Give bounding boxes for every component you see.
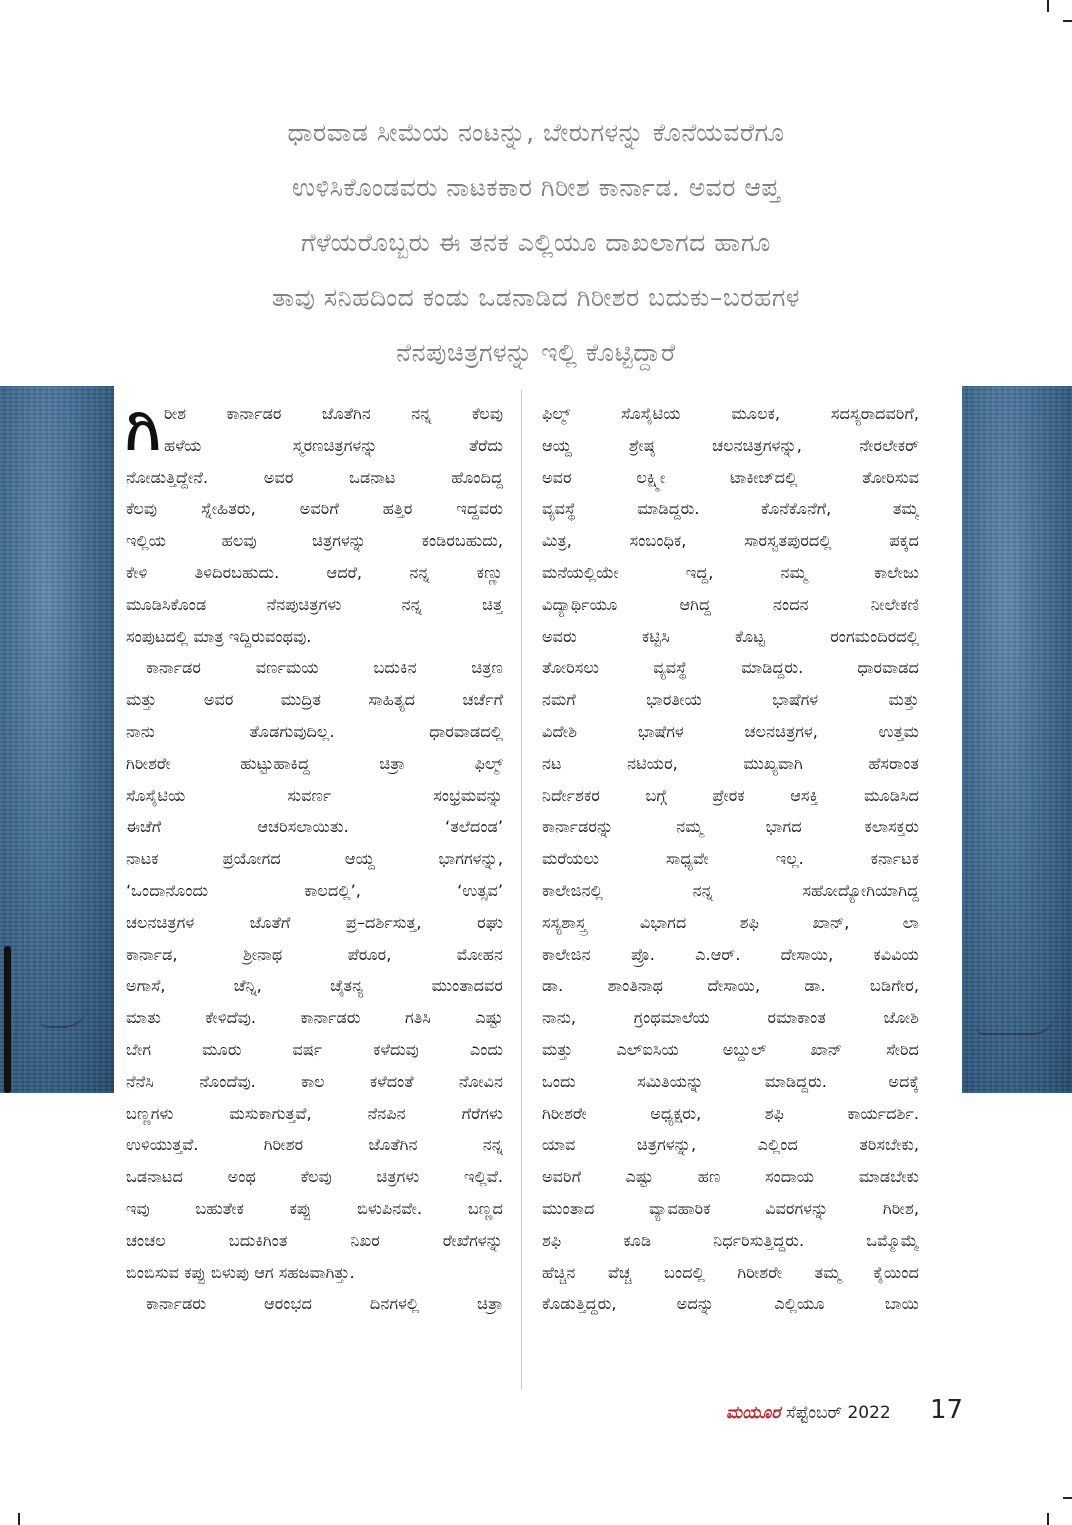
text-line: ಇವು ಬಹುತೇಕ ಕಪ್ಪು ಬಿಳುಪಿನವೇ. ಬಣ್ಣದ bbox=[126, 1198, 503, 1218]
text-line: ನೋಡುತ್ತಿದ್ದೇನೆ. ಅವರ ಒಡನಾಟ ಹೊಂದಿದ್ದ bbox=[126, 467, 503, 487]
text-line: ಮತ್ತು ಎಲ್‌ಐಸಿಯ ಅಬ್ದುಲ್ ಖಾನ್ ಸೇರಿದ bbox=[542, 1039, 919, 1059]
text-line: ನಟ ನಟಿಯರ, ಮುಖ್ಯವಾಗಿ ಹೆಸರಾಂತ bbox=[542, 753, 919, 773]
text-line: ನೆನೆಸಿ ನೊಂದೆವು. ಕಾಲ ಕಳೆದಂತೆ ನೋವಿನ bbox=[126, 1071, 503, 1091]
text-line: ಕೇಳಿ ತಿಳಿದಿರಬಹುದು. ಆದರೆ, ನನ್ನ ಕಣ್ಣು bbox=[126, 562, 503, 582]
text-line: ನಾಟಕ ಪ್ರಯೋಗದ ಆಯ್ದ ಭಾಗಗಳನ್ನು, bbox=[126, 849, 503, 869]
text-line: ಮನೆಯಲ್ಲಿಯೇ ಇದ್ದ, ನಮ್ಮ ಕಾಲೇಜು bbox=[542, 562, 919, 582]
text-line: ಮಿತ್ರ, ಸಂಬಂಧಿಕ, ಸಾರಸ್ವತಪುರದಲ್ಲಿ ಪಕ್ಕದ bbox=[542, 531, 919, 551]
article-column-right bbox=[542, 398, 919, 1320]
text-line: ಯಾವ ಚಿತ್ರಗಳನ್ನು, ಎಲ್ಲಿಂದ ತರಿಸಬೇಕು, bbox=[542, 1135, 919, 1155]
text-line: ನಮಗೆ ಭಾರತೀಯ ಭಾಷೆಗಳ ಮತ್ತು bbox=[542, 690, 919, 710]
text-line: ಕಾರ್ನಾಡರ ವರ್ಣಮಯ ಬದುಕಿನ ಚಿತ್ರಣ bbox=[146, 658, 503, 678]
crop-mark-bottom-left bbox=[18, 1513, 20, 1525]
issue-date: ಸೆಪ್ಟೆಂಬರ್ 2022 bbox=[786, 1403, 891, 1423]
text-line: ಉಳಿಯುತ್ತವೆ. ಗಿರೀಶರ ಜೊತೆಗಿನ ನನ್ನ bbox=[126, 1135, 503, 1155]
page-number: 17 bbox=[930, 1395, 964, 1425]
text-line: ಸಸ್ಯಶಾಸ್ತ್ರ ವಿಭಾಗದ ಶಫಿ ಖಾನ್, ಲಾ bbox=[542, 912, 919, 932]
signature-mark bbox=[976, 1011, 1056, 1035]
text-line: ಅವರಿಗೆ ಎಷ್ಟು ಹಣ ಸಂದಾಯ ಮಾಡಬೇಕು bbox=[542, 1167, 919, 1187]
intro-deck bbox=[110, 105, 962, 380]
text-line: ಅವರು ಕಟ್ಟಿಸಿ ಕೊಟ್ಟ ರಂಗಮಂದಿರದಲ್ಲಿ bbox=[542, 626, 919, 646]
column-divider bbox=[521, 390, 522, 1390]
brush-stroke bbox=[4, 946, 11, 1093]
text-line: ನಾನು, ಗ್ರಂಥಮಾಲೆಯ ರಮಾಕಾಂತ ಜೋಶಿ bbox=[542, 1008, 919, 1028]
magazine-logo: ಮಯೂರ bbox=[726, 1403, 781, 1423]
text-line: ಮೂಡಿಸಿಕೊಂಡ ನೆನಪುಚಿತ್ರಗಳು ನನ್ನ ಚಿತ್ತ bbox=[126, 594, 503, 614]
text-line: ಕಾರ್ನಾಡರನ್ನು ನಮ್ಮ ಭಾಗದ ಕಲಾಸಕ್ತರು bbox=[542, 817, 919, 837]
text-line: ವಿದ್ಯಾರ್ಥಿಯೂ ಆಗಿದ್ದ ನಂದನ ನೀಲೇಕಣಿ bbox=[542, 594, 919, 614]
text-line: ಈಚೆಗೆ ಆಚರಿಸಲಾಯಿತು. ‘ತಲೆದಂಡ’ bbox=[126, 817, 503, 837]
text-line: ಇಲ್ಲಿಯ ಹಲವು ಚಿತ್ರಗಳನ್ನು ಕಂಡಿರಬಹುದು, bbox=[126, 531, 503, 551]
text-line: ಹಳೆಯ ಸ್ಮರಣಚಿತ್ರಗಳನ್ನು ತೆರೆದು bbox=[164, 435, 503, 455]
text-line: ಗಿರೀಶರೇ ಹುಟ್ಟುಹಾಕಿದ್ದ ಚಿತ್ರಾ ಫಿಲ್ಮ್ bbox=[126, 753, 503, 773]
text-line: ಅಗಾಸೆ, ಚೆನ್ನಿ, ಚೈತನ್ಯ ಮುಂತಾದವರ bbox=[126, 976, 503, 996]
crop-mark-top-right bbox=[1047, 0, 1049, 12]
text-line: ಶಫಿ ಕೂಡಿ ನಿರ್ಧರಿಸುತ್ತಿದ್ದರು. ಒಮ್ಮೊಮ್ಮೆ bbox=[542, 1230, 919, 1250]
intro-line: ನೆನಪುಚಿತ್ರಗಳನ್ನು ಇಲ್ಲಿ ಕೊಟ್ಟಿದ್ದಾರೆ bbox=[396, 338, 676, 367]
text-line: ನಿರ್ದೇಶಕರ ಬಗ್ಗೆ ಪ್ರೇರಕ ಆಸಕ್ತಿ ಮೂಡಿಸಿದ bbox=[542, 785, 919, 805]
crop-mark-right-lower bbox=[1063, 1497, 1072, 1499]
text-line: ಅವರ ಲಕ್ಷ್ಮೀ ಟಾಕೀಜ್‌ದಲ್ಲಿ ತೋರಿಸುವ bbox=[542, 467, 919, 487]
text-line: ಬೇಗ ಮೂರು ವರ್ಷ ಕಳೆದುವು ಎಂದು bbox=[126, 1039, 503, 1059]
dropcap-letter: ಗಿ bbox=[126, 391, 160, 464]
text-line: ‘ಒಂದಾನೊಂದು ಕಾಲದಲ್ಲಿ’, ‘ಉತ್ಸವ’ bbox=[126, 880, 503, 900]
text-line: ಕಾರ್ನಾಡ, ಶ್ರೀನಾಥ ಪೆರೂರ, ಮೋಹನ bbox=[126, 944, 503, 964]
intro-line: ಗೆಳೆಯರೊಬ್ಬರು ಈ ತನಕ ಎಲ್ಲಿಯೂ ದಾಖಲಾಗದ ಹಾಗೂ bbox=[301, 228, 771, 257]
text-line: ಚಲನಚಿತ್ರಗಳ ಜೊತೆಗೆ ಪ್ರ–ದರ್ಶಿಸುತ್ತ, ರಘು bbox=[126, 912, 503, 932]
text-line: ಸೊಸೈಟಿಯ ಸುವರ್ಣ ಸಂಭ್ರಮವನ್ನು bbox=[126, 785, 503, 805]
text-line: ಮತ್ತು ಅವರ ಮುದ್ರಿತ ಸಾಹಿತ್ಯದ ಚರ್ಚೆಗೆ bbox=[126, 690, 503, 710]
text-line: ಗಿರೀಶರೇ ಅಧ್ಯಕ್ಷರು, ಶಫಿ ಕಾರ್ಯದರ್ಶಿ. bbox=[542, 1103, 919, 1123]
page-footer bbox=[720, 1395, 965, 1431]
text-line: ಹೆಚ್ಚಿನ ವೆಚ್ಚ ಬಂದಲ್ಲಿ ಗಿರೀಶರೇ ತಮ್ಮ ಕೈಯಿಂದ bbox=[542, 1262, 919, 1282]
article-column-left bbox=[126, 391, 503, 1320]
text-line: ಕೆಲವು ಸ್ನೇಹಿತರು, ಅವರಿಗೆ ಹತ್ತಿರ ಇದ್ದವರು bbox=[126, 499, 503, 519]
text-line: ಮುಂತಾದ ವ್ಯಾವಹಾರಿಕ ವಿವರಗಳನ್ನು ಗಿರೀಶ, bbox=[542, 1198, 919, 1218]
crop-mark-right-upper bbox=[1063, 20, 1072, 22]
text-line: ಚಂಚಲ ಬದುಕಿಗಿಂತ ನಿಖರ ರೇಖೆಗಳನ್ನು bbox=[126, 1230, 503, 1250]
side-image-left bbox=[0, 386, 114, 1093]
text-line: ಕೊಡುತ್ತಿದ್ದರು, ಅದನ್ನು ಎಲ್ಲಿಯೂ ಬಾಯಿ bbox=[542, 1294, 919, 1314]
text-line: ಒಡನಾಟದ ಅಂಥ ಕೆಲವು ಚಿತ್ರಗಳು ಇಲ್ಲಿವೆ. bbox=[126, 1167, 503, 1187]
text-line: ಬಣ್ಣಗಳು ಮಸುಕಾಗುತ್ತವೆ, ನೆನಪಿನ ಗೆರೆಗಳು bbox=[126, 1103, 503, 1123]
text-line: ನಾನು ತೊಡಗುವುದಿಲ್ಲ. ಧಾರವಾಡದಲ್ಲಿ bbox=[126, 721, 503, 741]
text-line: ಬಿಂಬಿಸುವ ಕಪ್ಪು ಬಿಳುಪು ಆಗ ಸಹಜವಾಗಿತ್ತು. bbox=[126, 1262, 355, 1282]
text-line: ವಿದೇಶಿ ಭಾಷೆಗಳ ಚಲನಚಿತ್ರಗಳ, ಉತ್ತಮ bbox=[542, 721, 919, 741]
text-line: ಕಾಲೇಜಿನಲ್ಲಿ ನನ್ನ ಸಹೋದ್ಯೋಗಿಯಾಗಿದ್ದ bbox=[542, 880, 919, 900]
text-line: ಕಾಲೇಜಿನ ಪ್ರೊ. ಎ.ಆರ್. ದೇಸಾಯಿ, ಕವಿವಿಯ bbox=[542, 944, 919, 964]
intro-line: ತಾವು ಸನಿಹದಿಂದ ಕಂಡು ಒಡನಾಡಿದ ಗಿರೀಶರ ಬದುಕು–ಬರಹಗಳ bbox=[272, 283, 800, 312]
text-line: ಫಿಲ್ಮ್ ಸೊಸೈಟಿಯ ಮೂಲಕ, ಸದಸ್ಯರಾದವರಿಗೆ, bbox=[542, 404, 919, 423]
text-line: ವ್ಯವಸ್ಥೆ ಮಾಡಿದ್ದರು. ಕೊನೆಕೊನೆಗೆ, ತಮ್ಮ bbox=[542, 499, 919, 519]
text-line: ಡಾ. ಶಾಂತಿನಾಥ ದೇಸಾಯಿ, ಡಾ. ಬಡಿಗೇರ, bbox=[542, 976, 919, 996]
text-line: ತೋರಿಸಲು ವ್ಯವಸ್ಥೆ ಮಾಡಿದ್ದರು. ಧಾರವಾಡದ bbox=[542, 658, 919, 678]
text-line: ಮಾತು ಕೇಳಿದೆವು. ಕಾರ್ನಾಡರು ಗತಿಸಿ ಎಷ್ಟು bbox=[126, 1008, 503, 1028]
text-line: ಸಂಪುಟದಲ್ಲಿ ಮಾತ್ರ ಇದ್ದಿರುವಂಥವು. bbox=[126, 626, 312, 646]
signature-mark bbox=[40, 1004, 88, 1028]
text-line: ರೀಶ ಕಾರ್ನಾಡರ ಜೊತೆಗಿನ ನನ್ನ ಕೆಲವು bbox=[164, 404, 503, 423]
text-line: ಮರೆಯಲು ಸಾಧ್ಯವೇ ಇಲ್ಲ. ಕರ್ನಾಟಕ bbox=[542, 849, 919, 869]
text-line: ಕಾರ್ನಾಡರು ಆರಂಭದ ದಿನಗಳಲ್ಲಿ ಚಿತ್ರಾ bbox=[146, 1294, 503, 1314]
side-image-right bbox=[962, 386, 1072, 1093]
intro-line: ಉಳಿಸಿಕೊಂಡವರು ನಾಟಕಕಾರ ಗಿರೀಶ ಕಾರ್ನಾಡ. ಅವರ ಆಪ್ತ bbox=[291, 173, 781, 202]
intro-line: ಧಾರವಾಡ ಸೀಮೆಯ ನಂಟನ್ನು, ಬೇರುಗಳನ್ನು ಕೊನೆಯವರೆಗೂ bbox=[287, 118, 785, 147]
text-line: ಒಂದು ಸಮಿತಿಯನ್ನು ಮಾಡಿದ್ದರು. ಅದಕ್ಕೆ bbox=[542, 1071, 919, 1091]
text-line: ಆಯ್ದ ಶ್ರೇಷ್ಠ ಚಲನಚಿತ್ರಗಳನ್ನು, ನೇರಲೇಕರ್ bbox=[542, 435, 919, 455]
dropcap-paragraph bbox=[126, 391, 503, 464]
crop-mark-bottom-right bbox=[1047, 1513, 1049, 1525]
